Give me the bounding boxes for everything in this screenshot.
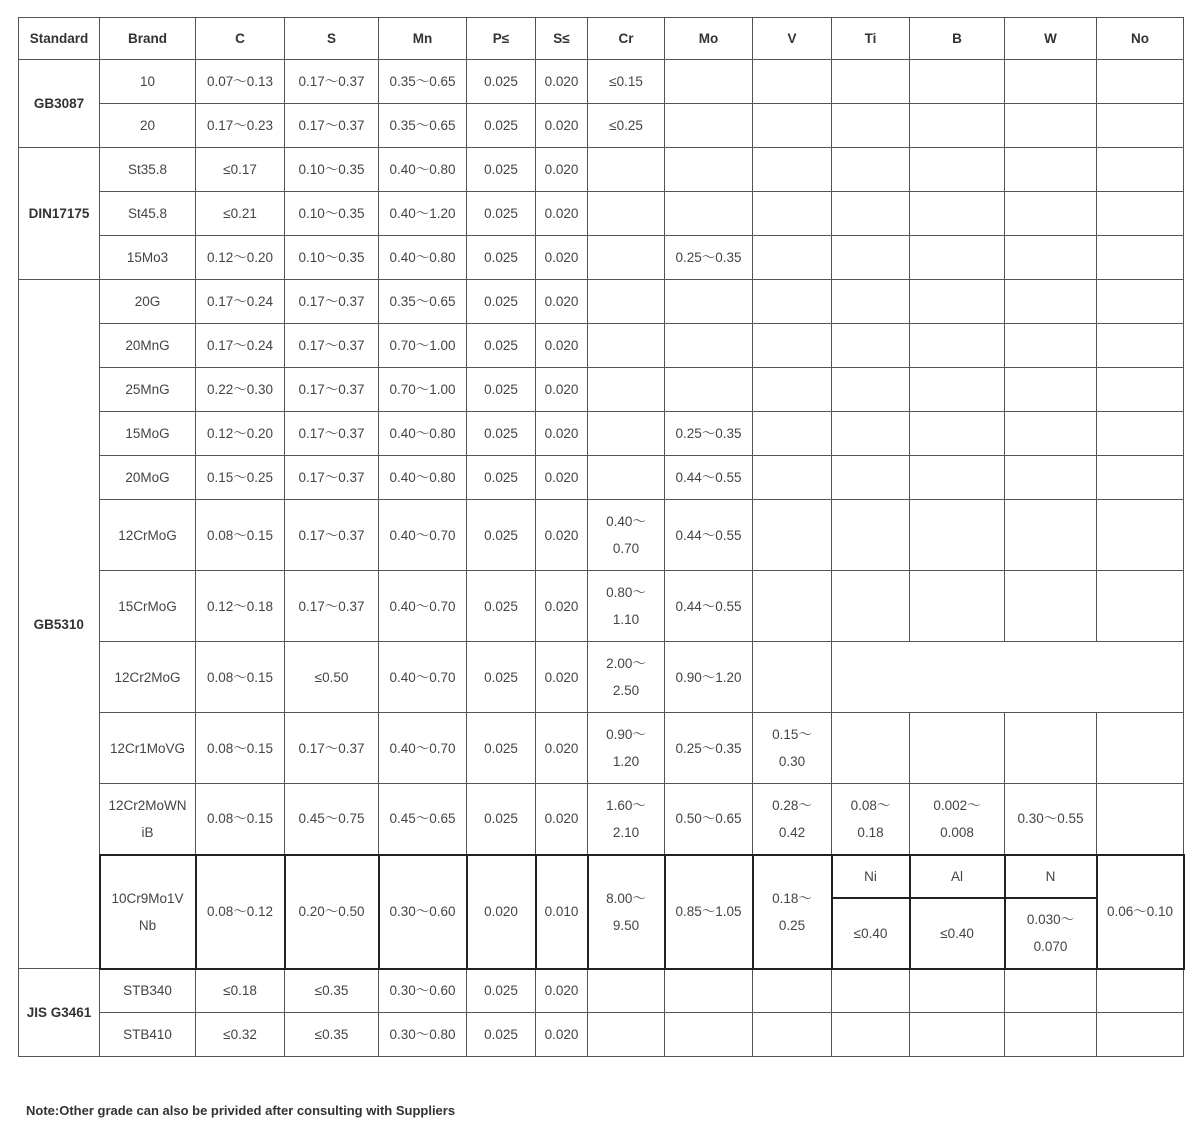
- p-cell: 0.025: [467, 148, 536, 192]
- empty-cell: [753, 104, 832, 148]
- chemical-composition-table: [18, 17, 1185, 1057]
- empty-cell: [753, 456, 832, 500]
- s-cell: 0.20～0.50: [285, 855, 379, 969]
- empty-cell: [832, 148, 910, 192]
- n-cell: 0.030～ 0.070: [1005, 898, 1097, 969]
- empty-cell: [832, 642, 1184, 713]
- empty-cell: [665, 280, 753, 324]
- s-max-cell: 0.020: [536, 192, 588, 236]
- empty-cell: [832, 236, 910, 280]
- empty-cell: [753, 368, 832, 412]
- header-cell: S: [285, 18, 379, 60]
- empty-cell: [753, 60, 832, 104]
- empty-cell: [832, 969, 910, 1013]
- v-cell: 0.28～ 0.42: [753, 784, 832, 855]
- table-row: [19, 324, 1184, 368]
- brand-cell: STB410: [100, 1013, 196, 1057]
- header-row: [19, 18, 1184, 60]
- p-cell: 0.025: [467, 784, 536, 855]
- mn-cell: 0.40～0.70: [379, 500, 467, 571]
- brand-cell: 25MnG: [100, 368, 196, 412]
- header-cell: Mo: [665, 18, 753, 60]
- s-cell: 0.17～0.37: [285, 368, 379, 412]
- s-cell: ≤0.35: [285, 969, 379, 1013]
- s-max-cell: 0.020: [536, 280, 588, 324]
- table-row: [19, 784, 1184, 855]
- s-cell: 0.17～0.37: [285, 500, 379, 571]
- brand-cell: 12CrMoG: [100, 500, 196, 571]
- empty-cell: [665, 192, 753, 236]
- standard-cell: JIS G3461: [19, 969, 100, 1057]
- c-cell: 0.17～0.24: [196, 324, 285, 368]
- cr-cell: 0.40～ 0.70: [588, 500, 665, 571]
- mn-cell: 0.40～0.80: [379, 148, 467, 192]
- empty-cell: [1005, 192, 1097, 236]
- empty-cell: [1097, 571, 1184, 642]
- empty-cell: [1005, 713, 1097, 784]
- header-cell: S≤: [536, 18, 588, 60]
- s-max-cell: 0.020: [536, 784, 588, 855]
- empty-cell: [910, 148, 1005, 192]
- mo-cell: 0.50～0.65: [665, 784, 753, 855]
- mn-cell: 0.40～0.80: [379, 236, 467, 280]
- mn-cell: 0.45～0.65: [379, 784, 467, 855]
- empty-cell: [753, 1013, 832, 1057]
- header-cell: Mn: [379, 18, 467, 60]
- header-cell: V: [753, 18, 832, 60]
- empty-cell: [910, 713, 1005, 784]
- table-row: [19, 368, 1184, 412]
- n-label-cell: N: [1005, 855, 1097, 898]
- s-cell: 0.10～0.35: [285, 236, 379, 280]
- brand-cell: 10: [100, 60, 196, 104]
- empty-cell: [910, 1013, 1005, 1057]
- p-cell: 0.025: [467, 456, 536, 500]
- mo-cell: 0.44～0.55: [665, 571, 753, 642]
- empty-cell: [665, 148, 753, 192]
- c-cell: 0.12～0.20: [196, 236, 285, 280]
- s-max-cell: 0.020: [536, 236, 588, 280]
- empty-cell: [1097, 456, 1184, 500]
- cr-cell: 2.00～ 2.50: [588, 642, 665, 713]
- p-cell: 0.025: [467, 324, 536, 368]
- ni-label-cell: Ni: [832, 855, 910, 898]
- c-cell: 0.15～0.25: [196, 456, 285, 500]
- empty-cell: [1097, 784, 1184, 855]
- mn-cell: 0.35～0.65: [379, 60, 467, 104]
- empty-cell: [832, 104, 910, 148]
- mo-cell: 0.25～0.35: [665, 713, 753, 784]
- mn-cell: 0.40～0.80: [379, 456, 467, 500]
- empty-cell: [588, 412, 665, 456]
- empty-cell: [753, 280, 832, 324]
- standard-cell: GB5310: [19, 280, 100, 969]
- brand-cell: 12Cr2MoWN iB: [100, 784, 196, 855]
- s-max-cell: 0.020: [536, 500, 588, 571]
- empty-cell: [910, 104, 1005, 148]
- mn-cell: 0.40～0.70: [379, 642, 467, 713]
- b-cell: 0.002～ 0.008: [910, 784, 1005, 855]
- s-max-cell: 0.020: [536, 104, 588, 148]
- table-row: [19, 456, 1184, 500]
- empty-cell: [1097, 192, 1184, 236]
- s-cell: 0.17～0.37: [285, 104, 379, 148]
- brand-cell: 20: [100, 104, 196, 148]
- p-cell: 0.020: [467, 855, 536, 969]
- empty-cell: [1005, 969, 1097, 1013]
- mn-cell: 0.30～0.80: [379, 1013, 467, 1057]
- table-row: [19, 713, 1184, 784]
- s-max-cell: 0.020: [536, 324, 588, 368]
- empty-cell: [1097, 500, 1184, 571]
- brand-cell: 20MoG: [100, 456, 196, 500]
- c-cell: ≤0.17: [196, 148, 285, 192]
- c-cell: 0.17～0.23: [196, 104, 285, 148]
- empty-cell: [910, 368, 1005, 412]
- brand-cell: 12Cr1MoVG: [100, 713, 196, 784]
- s-max-cell: 0.020: [536, 148, 588, 192]
- empty-cell: [1005, 456, 1097, 500]
- al-label-cell: Al: [910, 855, 1005, 898]
- p-cell: 0.025: [467, 412, 536, 456]
- mn-cell: 0.30～0.60: [379, 969, 467, 1013]
- v-cell: 0.15～ 0.30: [753, 713, 832, 784]
- empty-cell: [753, 642, 832, 713]
- s-max-cell: 0.020: [536, 642, 588, 713]
- empty-cell: [910, 412, 1005, 456]
- empty-cell: [665, 1013, 753, 1057]
- brand-cell: 12Cr2MoG: [100, 642, 196, 713]
- c-cell: 0.12～0.18: [196, 571, 285, 642]
- s-cell: 0.10～0.35: [285, 192, 379, 236]
- empty-cell: [1097, 713, 1184, 784]
- header-cell: No: [1097, 18, 1184, 60]
- table-row: [19, 412, 1184, 456]
- s-cell: ≤0.35: [285, 1013, 379, 1057]
- p-cell: 0.025: [467, 60, 536, 104]
- c-cell: 0.07～0.13: [196, 60, 285, 104]
- empty-cell: [832, 368, 910, 412]
- p-cell: 0.025: [467, 192, 536, 236]
- header-cell: W: [1005, 18, 1097, 60]
- empty-cell: [665, 969, 753, 1013]
- empty-cell: [832, 500, 910, 571]
- empty-cell: [1005, 368, 1097, 412]
- s-cell: 0.45～0.75: [285, 784, 379, 855]
- footnote: Note:Other grade can also be privided after consulting with Suppliers: [26, 1103, 456, 1118]
- c-cell: 0.08～0.15: [196, 642, 285, 713]
- header-cell: Cr: [588, 18, 665, 60]
- empty-cell: [753, 148, 832, 192]
- empty-cell: [910, 969, 1005, 1013]
- s-cell: ≤0.50: [285, 642, 379, 713]
- empty-cell: [1097, 1013, 1184, 1057]
- c-cell: 0.08～0.15: [196, 500, 285, 571]
- empty-cell: [1097, 324, 1184, 368]
- empty-cell: [588, 192, 665, 236]
- c-cell: ≤0.32: [196, 1013, 285, 1057]
- empty-cell: [665, 368, 753, 412]
- empty-cell: [588, 236, 665, 280]
- empty-cell: [832, 713, 910, 784]
- empty-cell: [588, 1013, 665, 1057]
- empty-cell: [1005, 60, 1097, 104]
- empty-cell: [588, 280, 665, 324]
- header-cell: C: [196, 18, 285, 60]
- p-cell: 0.025: [467, 969, 536, 1013]
- table-row: [19, 104, 1184, 148]
- empty-cell: [665, 104, 753, 148]
- header-cell: Ti: [832, 18, 910, 60]
- table-row: [19, 500, 1184, 571]
- s-cell: 0.17～0.37: [285, 571, 379, 642]
- ni-cell: ≤0.40: [832, 898, 910, 969]
- brand-cell: St35.8: [100, 148, 196, 192]
- s-cell: 0.17～0.37: [285, 324, 379, 368]
- empty-cell: [910, 324, 1005, 368]
- p-cell: 0.025: [467, 280, 536, 324]
- empty-cell: [588, 324, 665, 368]
- table-row: [19, 60, 1184, 104]
- mo-cell: 0.44～0.55: [665, 456, 753, 500]
- empty-cell: [1005, 148, 1097, 192]
- empty-cell: [832, 192, 910, 236]
- cr-cell: 0.90～ 1.20: [588, 713, 665, 784]
- empty-cell: [1005, 104, 1097, 148]
- empty-cell: [910, 280, 1005, 324]
- empty-cell: [1097, 280, 1184, 324]
- empty-cell: [832, 412, 910, 456]
- table-row: [19, 571, 1184, 642]
- standard-cell: DIN17175: [19, 148, 100, 280]
- s-cell: 0.17～0.37: [285, 412, 379, 456]
- cr-cell: ≤0.15: [588, 60, 665, 104]
- empty-cell: [1097, 969, 1184, 1013]
- empty-cell: [832, 456, 910, 500]
- empty-cell: [910, 456, 1005, 500]
- empty-cell: [1097, 368, 1184, 412]
- brand-cell: 15Mo3: [100, 236, 196, 280]
- cr-cell: ≤0.25: [588, 104, 665, 148]
- no-cell: 0.06～0.10: [1097, 855, 1184, 969]
- mn-cell: 0.35～0.65: [379, 104, 467, 148]
- s-cell: 0.17～0.37: [285, 456, 379, 500]
- header-cell: P≤: [467, 18, 536, 60]
- empty-cell: [832, 324, 910, 368]
- v-cell: 0.18～ 0.25: [753, 855, 832, 969]
- table-row: [19, 148, 1184, 192]
- cr-cell: 8.00～ 9.50: [588, 855, 665, 969]
- empty-cell: [832, 280, 910, 324]
- c-cell: ≤0.18: [196, 969, 285, 1013]
- c-cell: 0.22～0.30: [196, 368, 285, 412]
- p-cell: 0.025: [467, 104, 536, 148]
- al-cell: ≤0.40: [910, 898, 1005, 969]
- c-cell: ≤0.21: [196, 192, 285, 236]
- s-cell: 0.10～0.35: [285, 148, 379, 192]
- empty-cell: [753, 500, 832, 571]
- c-cell: 0.08～0.15: [196, 713, 285, 784]
- empty-cell: [753, 571, 832, 642]
- s-cell: 0.17～0.37: [285, 713, 379, 784]
- s-max-cell: 0.010: [536, 855, 588, 969]
- table-row: [19, 969, 1184, 1013]
- header-cell: Brand: [100, 18, 196, 60]
- table-row: [19, 280, 1184, 324]
- table-row: [19, 236, 1184, 280]
- ti-cell: 0.08～ 0.18: [832, 784, 910, 855]
- mo-cell: 0.25～0.35: [665, 412, 753, 456]
- empty-cell: [910, 60, 1005, 104]
- empty-cell: [753, 412, 832, 456]
- empty-cell: [665, 60, 753, 104]
- c-cell: 0.12～0.20: [196, 412, 285, 456]
- empty-cell: [1097, 412, 1184, 456]
- p-cell: 0.025: [467, 642, 536, 713]
- p-cell: 0.025: [467, 713, 536, 784]
- mn-cell: 0.40～0.80: [379, 412, 467, 456]
- brand-cell: STB340: [100, 969, 196, 1013]
- s-max-cell: 0.020: [536, 60, 588, 104]
- c-cell: 0.08～0.12: [196, 855, 285, 969]
- mn-cell: 0.40～1.20: [379, 192, 467, 236]
- cr-cell: 0.80～ 1.10: [588, 571, 665, 642]
- s-max-cell: 0.020: [536, 456, 588, 500]
- empty-cell: [1005, 324, 1097, 368]
- empty-cell: [1097, 236, 1184, 280]
- c-cell: 0.08～0.15: [196, 784, 285, 855]
- s-max-cell: 0.020: [536, 713, 588, 784]
- mo-cell: 0.25～0.35: [665, 236, 753, 280]
- brand-cell: 20G: [100, 280, 196, 324]
- empty-cell: [1005, 280, 1097, 324]
- empty-cell: [753, 969, 832, 1013]
- empty-cell: [832, 60, 910, 104]
- s-max-cell: 0.020: [536, 571, 588, 642]
- brand-cell: 15CrMoG: [100, 571, 196, 642]
- p-cell: 0.025: [467, 236, 536, 280]
- empty-cell: [753, 324, 832, 368]
- s-cell: 0.17～0.37: [285, 60, 379, 104]
- empty-cell: [910, 500, 1005, 571]
- w-cell: 0.30～0.55: [1005, 784, 1097, 855]
- empty-cell: [910, 236, 1005, 280]
- s-max-cell: 0.020: [536, 969, 588, 1013]
- empty-cell: [588, 969, 665, 1013]
- mo-cell: 0.44～0.55: [665, 500, 753, 571]
- empty-cell: [832, 571, 910, 642]
- empty-cell: [753, 192, 832, 236]
- mo-cell: 0.85～1.05: [665, 855, 753, 969]
- brand-cell: 20MnG: [100, 324, 196, 368]
- c-cell: 0.17～0.24: [196, 280, 285, 324]
- s-max-cell: 0.020: [536, 412, 588, 456]
- empty-cell: [1005, 1013, 1097, 1057]
- empty-cell: [753, 236, 832, 280]
- mn-cell: 0.70～1.00: [379, 324, 467, 368]
- standard-cell: GB3087: [19, 60, 100, 148]
- mo-cell: 0.90～1.20: [665, 642, 753, 713]
- table-row: [19, 192, 1184, 236]
- mn-cell: 0.35～0.65: [379, 280, 467, 324]
- cr-cell: 1.60～ 2.10: [588, 784, 665, 855]
- empty-cell: [588, 456, 665, 500]
- brand-cell: 15MoG: [100, 412, 196, 456]
- s-max-cell: 0.020: [536, 368, 588, 412]
- brand-cell: 10Cr9Mo1V Nb: [100, 855, 196, 969]
- empty-cell: [910, 192, 1005, 236]
- s-cell: 0.17～0.37: [285, 280, 379, 324]
- brand-cell: St45.8: [100, 192, 196, 236]
- table-row: [19, 642, 1184, 713]
- empty-cell: [588, 148, 665, 192]
- empty-cell: [1097, 60, 1184, 104]
- empty-cell: [1005, 412, 1097, 456]
- empty-cell: [588, 368, 665, 412]
- p-cell: 0.025: [467, 368, 536, 412]
- mn-cell: 0.70～1.00: [379, 368, 467, 412]
- p-cell: 0.025: [467, 1013, 536, 1057]
- empty-cell: [1005, 236, 1097, 280]
- empty-cell: [1097, 148, 1184, 192]
- mn-cell: 0.40～0.70: [379, 571, 467, 642]
- s-max-cell: 0.020: [536, 1013, 588, 1057]
- table-row: [19, 855, 1184, 898]
- header-cell: B: [910, 18, 1005, 60]
- empty-cell: [832, 1013, 910, 1057]
- p-cell: 0.025: [467, 571, 536, 642]
- empty-cell: [1005, 571, 1097, 642]
- empty-cell: [1097, 104, 1184, 148]
- table-row: [19, 1013, 1184, 1057]
- mn-cell: 0.40～0.70: [379, 713, 467, 784]
- empty-cell: [1005, 500, 1097, 571]
- header-cell: Standard: [19, 18, 100, 60]
- empty-cell: [910, 571, 1005, 642]
- empty-cell: [665, 324, 753, 368]
- p-cell: 0.025: [467, 500, 536, 571]
- mn-cell: 0.30～0.60: [379, 855, 467, 969]
